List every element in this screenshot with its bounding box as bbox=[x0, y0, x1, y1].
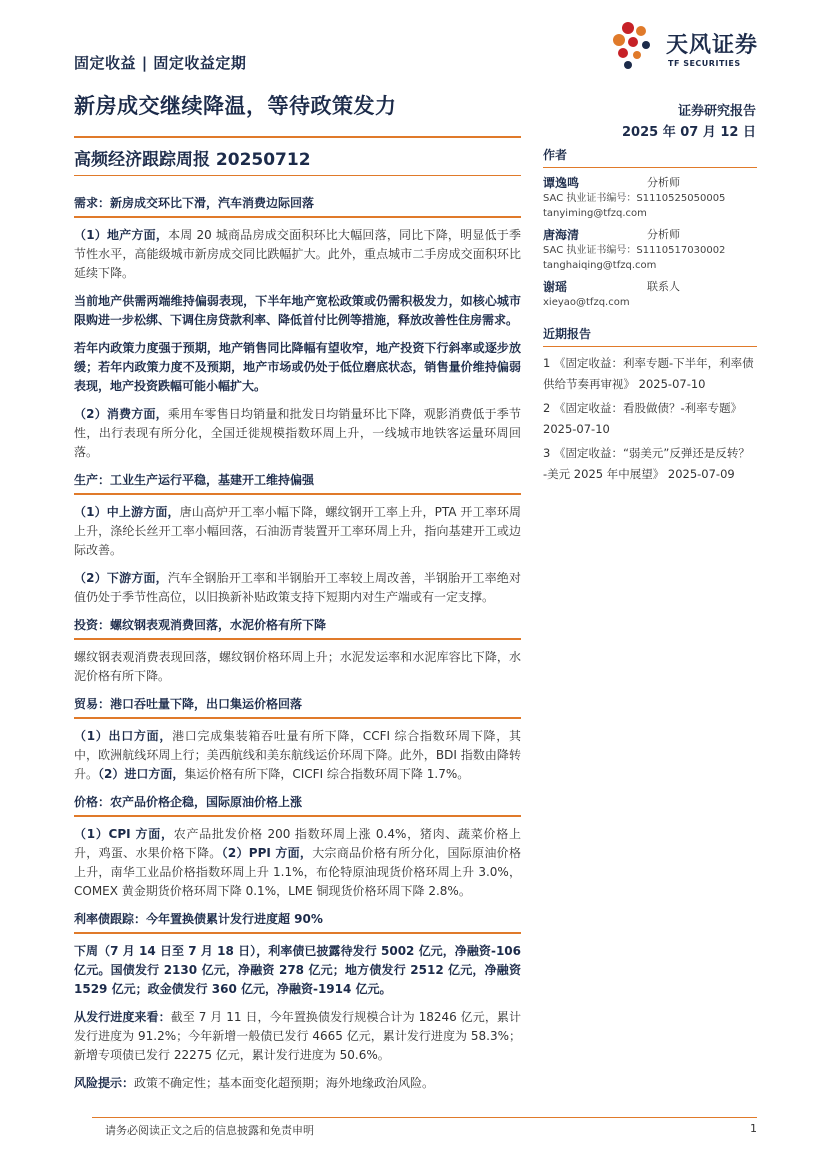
footer-divider bbox=[92, 1117, 757, 1118]
page-number: 1 bbox=[750, 1122, 757, 1135]
author-name: 唐海清 bbox=[543, 228, 580, 242]
author-card bbox=[543, 174, 757, 221]
subtitle-divider bbox=[74, 175, 521, 176]
paragraph: 若年内政策力度强于预期，地产销售同比降幅有望收窄，地产投资下行斜率或逐步放缓；若年内政策力度不及预期，地产市场或仍处于低位磨底状态，销售量价维持偏弱表现，地产投资跌幅可能小幅扩大。 bbox=[74, 341, 521, 393]
main-content bbox=[74, 188, 521, 1102]
paragraph: 下周（7 月 14 日至 7 月 18 日），利率债已披露待发行 5002 亿元，净融资-106 亿元。国债发行 2130 亿元，净融资 278 亿元；地方债发行 2512 亿元，净融资 1529 亿元；政金债发行 360 亿元，净融资-1914 亿元。 bbox=[74, 944, 521, 996]
section-heading-bonds: 利率债跟踪：今年置换债累计发行进度超 90% bbox=[74, 912, 323, 926]
section-divider bbox=[74, 815, 521, 817]
paragraph: （1）中上游方面，唐山高炉开工率小幅下降，螺纹钢开工率上升，PTA 开工率环周上升，涤纶长丝开工率小幅回落，石油沥青装置开工率环周上升，指向基建开工或边际改善。 bbox=[74, 505, 521, 557]
section-heading-production: 生产：工业生产运行平稳，基建开工维持偏强 bbox=[74, 473, 315, 487]
sidebar-divider bbox=[543, 346, 757, 347]
section-divider bbox=[74, 216, 521, 218]
authors-heading: 作者 bbox=[543, 148, 568, 162]
paragraph: 螺纹钢表观消费表现回落，螺纹钢价格环周上升；水泥发运率和水泥库容比下降，水泥价格有所下降。 bbox=[74, 650, 521, 683]
page-title: 新房成交继续降温，等待政策发力 bbox=[74, 94, 397, 118]
author-email[interactable]: tanyiming@tfzq.com bbox=[543, 208, 647, 219]
logo-text-cn: 天风证券 bbox=[666, 33, 759, 58]
recent-report-item[interactable]: 2 《固定收益：看股做债？-利率专题》2025-07-10 bbox=[543, 401, 743, 436]
report-category: 固定收益 | 固定收益定期 bbox=[74, 54, 247, 72]
section-heading-demand: 需求：新房成交环比下滑，汽车消费边际回落 bbox=[74, 196, 315, 210]
author-role: 分析师 bbox=[647, 176, 680, 189]
author-card bbox=[543, 278, 757, 310]
paragraph: （2）下游方面，汽车全钢胎开工率和半钢胎开工率较上周改善，半钢胎开工率绝对值仍处于季节性高位，以旧换新补贴政策支持下短期内对生产端或有一定支撑。 bbox=[74, 571, 521, 604]
sidebar-divider bbox=[543, 167, 757, 168]
section-divider bbox=[74, 717, 521, 719]
paragraph: （2）消费方面，乘用车零售日均销量和批发日均销量环比下降，观影消费低于季节性，出行表现有所分化，全国迁徙规模指数环周上升，一线城市地铁客运量环周回落。 bbox=[74, 407, 521, 459]
section-divider bbox=[74, 638, 521, 640]
author-cert: SAC 执业证书编号：S1110517030002 bbox=[543, 245, 726, 256]
paragraph: 当前地产供需两端维持偏弱表现，下半年地产宽松政策或仍需积极发力，如核心城市限购进一步松绑、下调住房贷款利率、降低首付比例等措施，释放改善性住房需求。 bbox=[74, 294, 521, 327]
report-date: 2025 年 07 月 12 日 bbox=[622, 125, 756, 140]
paragraph: （1）CPI 方面，农产品批发价格 200 指数环周上涨 0.4%，猪肉、蔬菜价格上升，鸡蛋、水果价格下降。（2）PPI 方面，大宗商品价格有所分化，国际原油价格上升，南华工业品价格指数环周上升 1.1%，布伦特原油现货价格环周上升 3.0%，COMEX 黄金期货价格环周下降 0.1%，LME 铜现货价格环周下降 2.8%。 bbox=[74, 827, 521, 898]
author-email[interactable]: tanghaiqing@tfzq.com bbox=[543, 260, 657, 271]
recent-report-item[interactable]: 1 《固定收益：利率专题-下半年，利率债供给节奏再审视》 2025-07-10 bbox=[543, 356, 754, 391]
paragraph: 从发行进度来看：截至 7 月 11 日，今年置换债发行规模合计为 18246 亿元，累计发行进度为 91.2%；今年新增一般债已发行 4665 亿元，累计发行进度为 58.3%；新增专项债已发行 22275 亿元，累计发行进度为 50.6%。 bbox=[74, 1010, 521, 1062]
paragraph: （1）地产方面，本周 20 城商品房成交面积环比大幅回落，同比下降，明显低于季节性水平，高能级城市新房成交同比跌幅扩大。此外，重点城市二手房成交面积环比延续下降。 bbox=[74, 228, 521, 280]
author-role: 分析师 bbox=[647, 228, 680, 241]
paragraph: （1）出口方面，港口完成集装箱吞吐量有所下降，CCFI 综合指数环周下降，其中，欧洲航线环周上行；美西航线和美东航线运价环周下降。此外，BDI 指数由降转升。（2）进口方面，集运价格有所下降，CICFI 综合指数环周下降 1.7%。 bbox=[74, 729, 521, 781]
page-subtitle: 高频经济跟踪周报 20250712 bbox=[74, 150, 311, 170]
section-heading-trade: 贸易：港口吞吐量下降，出口集运价格回落 bbox=[74, 697, 303, 711]
section-heading-investment: 投资：螺纹钢表观消费回落，水泥价格有所下降 bbox=[74, 618, 327, 632]
risk-note: 风险提示：政策不确定性；基本面变化超预期；海外地缘政治风险。 bbox=[74, 1076, 435, 1090]
sidebar bbox=[543, 146, 757, 488]
section-heading-price: 价格：农产品价格企稳，国际原油价格上涨 bbox=[74, 795, 303, 809]
footer-disclaimer: 请务必阅读正文之后的信息披露和免责申明 bbox=[105, 1124, 314, 1137]
recent-report-item[interactable]: 3 《固定收益：“弱美元”反弹还是反转？ -美元 2025 年中展望》 2025-07-09 bbox=[543, 446, 750, 481]
section-divider bbox=[74, 493, 521, 495]
logo-text-en: TF SECURITIES bbox=[668, 59, 741, 68]
author-email[interactable]: xieyao@tfzq.com bbox=[543, 297, 630, 308]
company-logo bbox=[608, 18, 768, 74]
author-cert: SAC 执业证书编号：S1110525050005 bbox=[543, 193, 726, 204]
section-divider bbox=[74, 932, 521, 934]
logo-mark-icon bbox=[608, 18, 664, 74]
author-role: 联系人 bbox=[647, 280, 680, 293]
report-type: 证券研究报告 bbox=[677, 104, 756, 119]
author-card bbox=[543, 226, 757, 273]
recent-reports-heading: 近期报告 bbox=[543, 327, 592, 341]
author-name: 谭逸鸣 bbox=[543, 176, 580, 190]
title-divider bbox=[74, 136, 521, 138]
author-name: 谢瑶 bbox=[543, 280, 568, 294]
